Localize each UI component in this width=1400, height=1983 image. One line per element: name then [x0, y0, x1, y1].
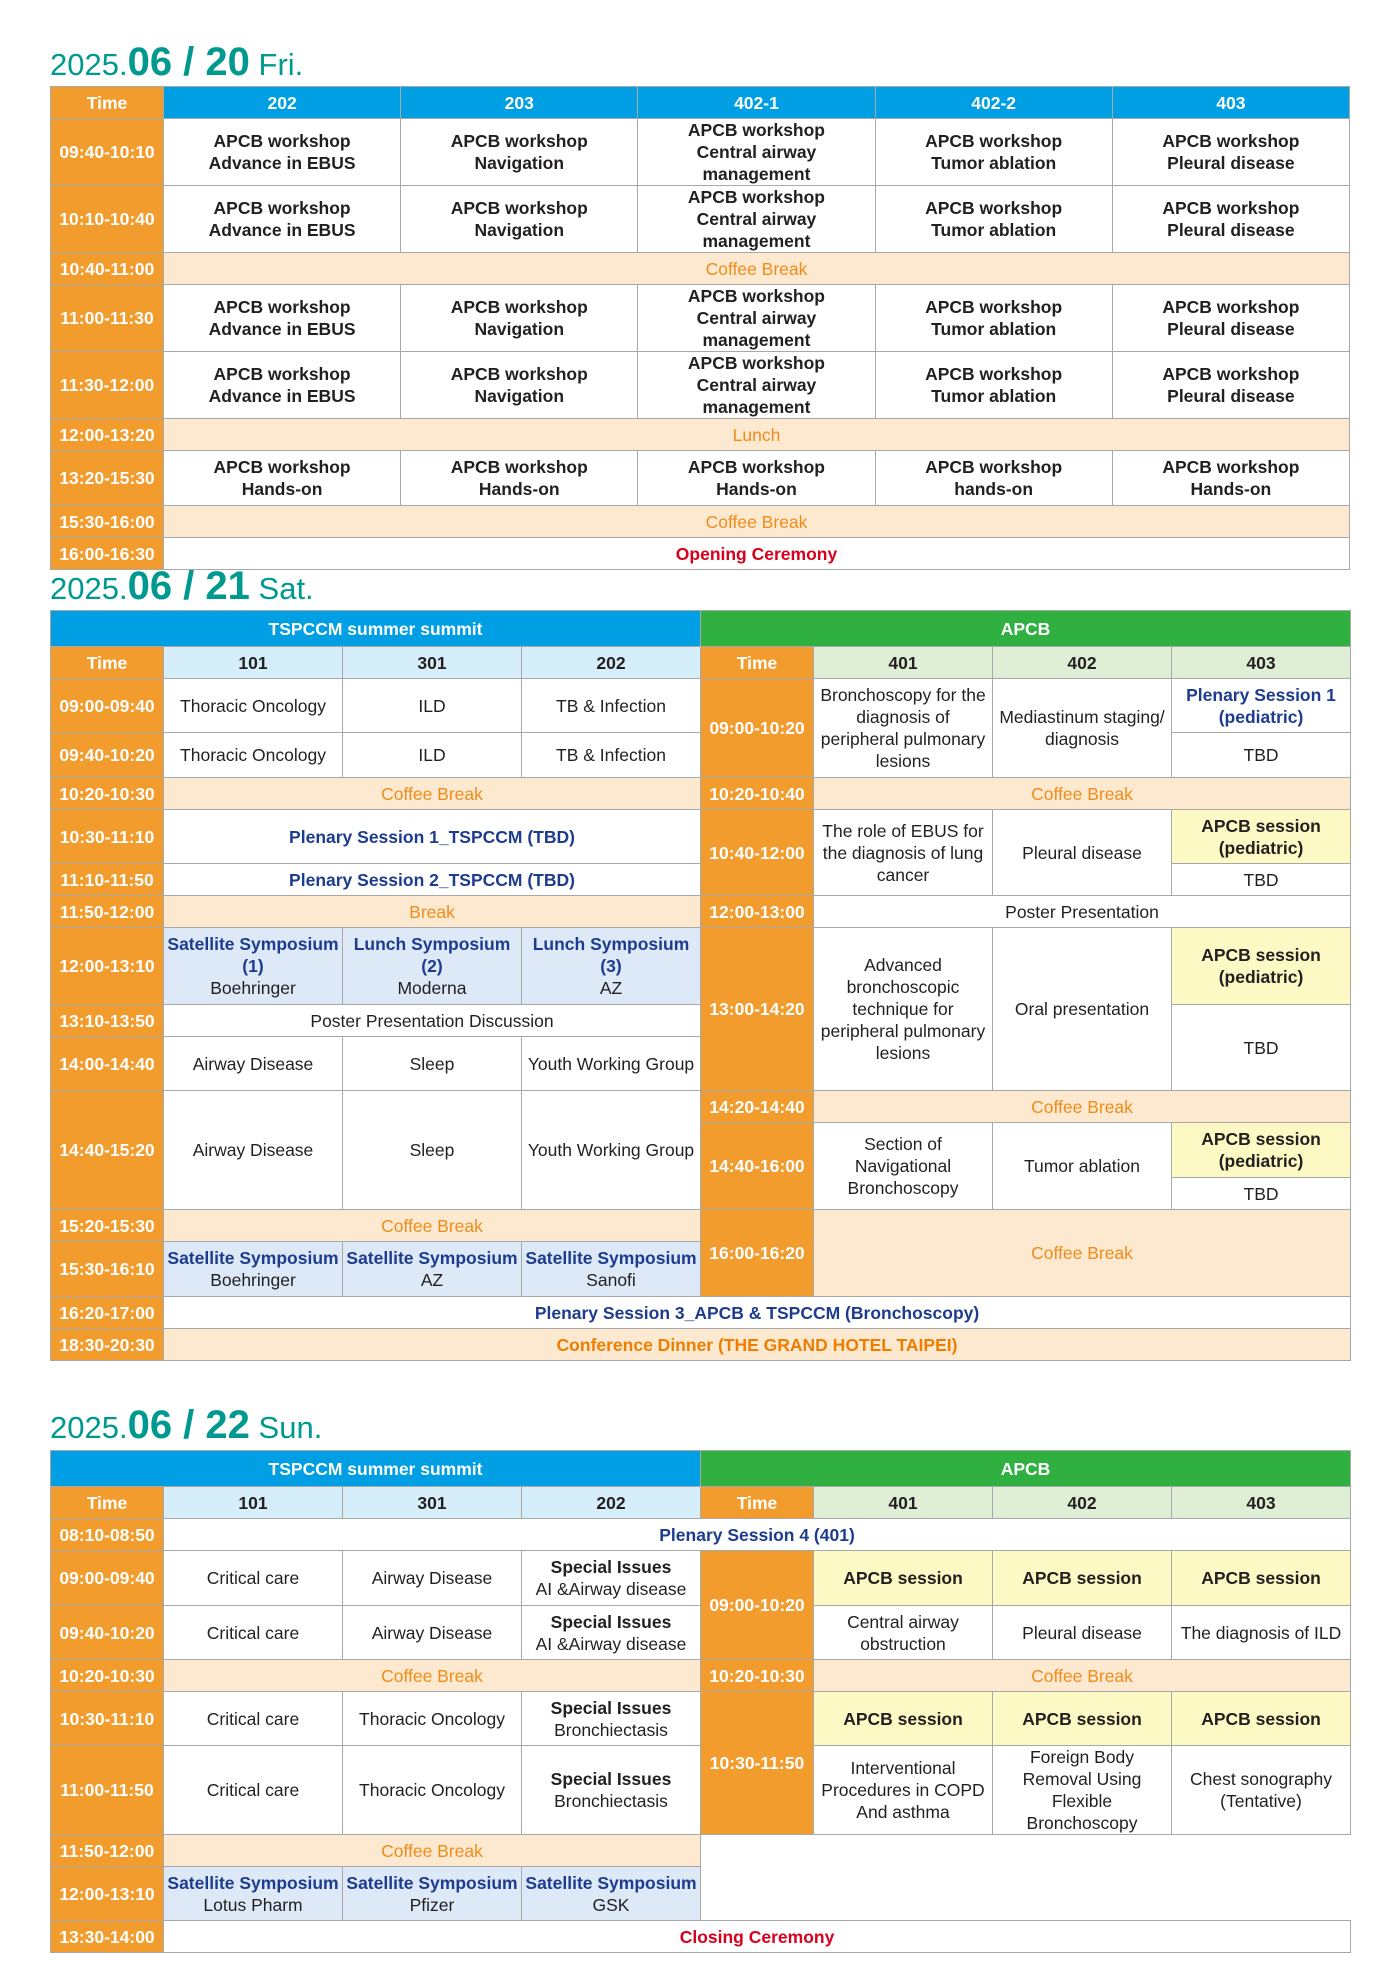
day2-title — [50, 564, 314, 609]
header-time-apcb: Time — [701, 1487, 814, 1519]
table-row — [51, 1660, 1351, 1692]
time-cell: 12:00-13:20 — [51, 419, 164, 451]
session-cell: Youth Working Group — [522, 1091, 701, 1210]
session-cell: TBD — [1172, 1178, 1351, 1210]
session-cell: Special Issues Bronchiectasis — [522, 1692, 701, 1746]
plenary-session-cell: Plenary Session 1_TSPCCM (TBD) — [164, 810, 701, 864]
plenary-session-cell: Plenary Session 1 (pediatric) — [1172, 679, 1351, 733]
workshop-cell: APCB workshop Hands-on — [164, 451, 401, 506]
session-cell: Thoracic Oncology — [343, 1692, 522, 1746]
time-cell: 09:40-10:20 — [51, 1606, 164, 1660]
plenary-session-cell: Plenary Session 4 (401) — [164, 1519, 1351, 1551]
workshop-cell: APCB workshop Pleural disease — [1112, 352, 1349, 419]
session-cell: ILD — [343, 679, 522, 733]
workshop-cell: APCB workshop Central airway management — [638, 285, 875, 352]
time-cell: 11:30-12:00 — [51, 352, 164, 419]
break-cell: Break — [164, 896, 701, 928]
table-row — [51, 352, 1350, 419]
day2-schedule-table — [50, 610, 1351, 1361]
time-cell: 10:20-10:30 — [51, 778, 164, 810]
day3-year: 2025. — [50, 1410, 128, 1445]
table-header-row — [51, 647, 1351, 679]
header-time: Time — [51, 1487, 164, 1519]
time-cell: 13:20-15:30 — [51, 451, 164, 506]
header-room-101: 101 — [164, 1487, 343, 1519]
apcb-session-cell: APCB session (pediatric) — [1172, 928, 1351, 1005]
time-cell: 15:30-16:10 — [51, 1242, 164, 1297]
workshop-cell: APCB workshop Navigation — [401, 186, 638, 253]
session-cell: Airway Disease — [164, 1091, 343, 1210]
workshop-cell: APCB workshop Hands-on — [401, 451, 638, 506]
time-cell: 10:20-10:30 — [51, 1660, 164, 1692]
time-cell: 14:40-16:00 — [701, 1123, 814, 1210]
coffee-break-cell: Coffee Break — [164, 253, 1350, 285]
table-row — [51, 1297, 1351, 1329]
workshop-cell: APCB workshop Hands-on — [1112, 451, 1349, 506]
apcb-session-cell: APCB session — [993, 1551, 1172, 1606]
table-row — [51, 285, 1350, 352]
time-cell: 14:20-14:40 — [701, 1091, 814, 1123]
time-cell: 10:30-11:10 — [51, 810, 164, 864]
day1-schedule-table — [50, 86, 1350, 570]
time-cell: 13:30-14:00 — [51, 1921, 164, 1953]
symposium-cell: Lunch Symposium (2) Moderna — [343, 928, 522, 1005]
time-cell: 12:00-13:10 — [51, 928, 164, 1005]
header-room-402-2: 402-2 — [875, 87, 1112, 119]
workshop-cell: APCB workshop Hands-on — [638, 451, 875, 506]
session-cell: Special Issues AI &Airway disease — [522, 1606, 701, 1660]
session-cell: TB & Infection — [522, 733, 701, 778]
session-cell: Critical care — [164, 1692, 343, 1746]
apcb-session-cell: APCB session (pediatric) — [1172, 810, 1351, 864]
header-room-403: 403 — [1112, 87, 1349, 119]
symposium-cell: Satellite Symposium (1) Boehringer — [164, 928, 343, 1005]
time-cell: 10:40-12:00 — [701, 810, 814, 896]
apcb-session-cell: APCB session — [1172, 1692, 1351, 1746]
header-room-203: 203 — [401, 87, 638, 119]
session-cell: Tumor ablation — [993, 1123, 1172, 1210]
session-cell: Critical care — [164, 1606, 343, 1660]
time-cell: 18:30-20:30 — [51, 1329, 164, 1361]
session-cell: The diagnosis of ILD — [1172, 1606, 1351, 1660]
table-row — [51, 1835, 1351, 1867]
apcb-session-cell: APCB session (pediatric) — [1172, 1123, 1351, 1178]
coffee-break-cell: Coffee Break — [814, 1660, 1351, 1692]
symposium-cell: Satellite Symposium Lotus Pharm — [164, 1867, 343, 1921]
coffee-break-cell: Coffee Break — [164, 506, 1350, 538]
session-cell: Thoracic Oncology — [164, 679, 343, 733]
symposium-cell: Lunch Symposium (3) AZ — [522, 928, 701, 1005]
header-time-apcb: Time — [701, 647, 814, 679]
session-cell: Advanced bronchoscopic technique for peripheral pulmonary lesions — [814, 928, 993, 1091]
header-time: Time — [51, 87, 164, 119]
table-row — [51, 928, 1351, 1005]
day3-schedule-table — [50, 1450, 1351, 1953]
time-cell: 10:40-11:00 — [51, 253, 164, 285]
time-cell: 14:40-15:20 — [51, 1091, 164, 1210]
workshop-cell: APCB workshop Tumor ablation — [875, 186, 1112, 253]
symposium-cell: Satellite Symposium Pfizer — [343, 1867, 522, 1921]
time-cell: 09:00-09:40 — [51, 1551, 164, 1606]
time-cell: 11:00-11:30 — [51, 285, 164, 352]
time-cell: 16:20-17:00 — [51, 1297, 164, 1329]
opening-ceremony-cell: Opening Ceremony — [164, 538, 1350, 570]
session-cell: Bronchoscopy for the diagnosis of peripheral pulmonary lesions — [814, 679, 993, 778]
workshop-cell: APCB workshop Advance in EBUS — [164, 186, 401, 253]
workshop-cell: APCB workshop Navigation — [401, 352, 638, 419]
table-row — [51, 1519, 1351, 1551]
coffee-break-cell: Coffee Break — [164, 1660, 701, 1692]
table-row — [51, 1921, 1351, 1953]
session-cell: TBD — [1172, 1005, 1351, 1091]
apcb-session-cell: APCB session — [814, 1692, 993, 1746]
time-cell: 09:40-10:20 — [51, 733, 164, 778]
session-cell: Thoracic Oncology — [343, 1746, 522, 1835]
symposium-cell: Satellite Symposium AZ — [343, 1242, 522, 1297]
symposium-cell: Satellite Symposium GSK — [522, 1867, 701, 1921]
band-row — [51, 1451, 1351, 1487]
header-room-401: 401 — [814, 1487, 993, 1519]
plenary-session-cell: Plenary Session 2_TSPCCM (TBD) — [164, 864, 701, 896]
apcb-session-cell: APCB session — [814, 1551, 993, 1606]
session-cell: Foreign Body Removal Using Flexible Bronchoscopy — [993, 1746, 1172, 1835]
table-row — [51, 1551, 1351, 1606]
lunch-cell: Lunch — [164, 419, 1350, 451]
day1-monthday: 06 / 20 — [127, 40, 250, 84]
session-cell: Special Issues Bronchiectasis — [522, 1746, 701, 1835]
table-row — [51, 810, 1351, 864]
session-cell: Oral presentation — [993, 928, 1172, 1091]
workshop-cell: APCB workshop Advance in EBUS — [164, 119, 401, 186]
time-cell: 09:00-09:40 — [51, 679, 164, 733]
session-cell: TBD — [1172, 733, 1351, 778]
time-cell: 13:00-14:20 — [701, 928, 814, 1091]
header-room-403: 403 — [1172, 647, 1351, 679]
time-cell: 11:50-12:00 — [51, 1835, 164, 1867]
workshop-cell: APCB workshop hands-on — [875, 451, 1112, 506]
band-row — [51, 611, 1351, 647]
workshop-cell: APCB workshop Tumor ablation — [875, 352, 1112, 419]
session-cell: Special Issues AI &Airway disease — [522, 1551, 701, 1606]
time-cell: 08:10-08:50 — [51, 1519, 164, 1551]
session-cell: Chest sonography (Tentative) — [1172, 1746, 1351, 1835]
workshop-cell: APCB workshop Navigation — [401, 119, 638, 186]
session-cell: Thoracic Oncology — [164, 733, 343, 778]
coffee-break-cell: Coffee Break — [814, 1091, 1351, 1123]
table-row — [51, 1692, 1351, 1746]
session-cell: Airway Disease — [343, 1551, 522, 1606]
apcb-session-cell: APCB session — [1172, 1551, 1351, 1606]
time-cell: 09:00-10:20 — [701, 1551, 814, 1660]
time-cell: 10:30-11:50 — [701, 1692, 814, 1835]
table-header-row — [51, 1487, 1351, 1519]
session-cell: TB & Infection — [522, 679, 701, 733]
header-room-101: 101 — [164, 647, 343, 679]
day3-title — [50, 1403, 322, 1448]
conference-dinner-cell: Conference Dinner (THE GRAND HOTEL TAIPEI) — [164, 1329, 1351, 1361]
workshop-cell: APCB workshop Advance in EBUS — [164, 352, 401, 419]
day3-monthday: 06 / 22 — [127, 1403, 250, 1447]
tspccm-band: TSPCCM summer summit — [51, 1451, 701, 1487]
header-time: Time — [51, 647, 164, 679]
session-cell: Sleep — [343, 1037, 522, 1091]
table-row — [51, 679, 1351, 733]
day3-weekday: Sun. — [258, 1410, 323, 1445]
workshop-cell: APCB workshop Pleural disease — [1112, 119, 1349, 186]
header-room-202: 202 — [522, 1487, 701, 1519]
time-cell: 15:30-16:00 — [51, 506, 164, 538]
table-row — [51, 253, 1350, 285]
time-cell: 16:00-16:30 — [51, 538, 164, 570]
workshop-cell: APCB workshop Central airway management — [638, 186, 875, 253]
poster-presentation-cell: Poster Presentation — [814, 896, 1351, 928]
header-room-202: 202 — [522, 647, 701, 679]
workshop-cell: APCB workshop Central airway management — [638, 119, 875, 186]
table-header-row — [51, 87, 1350, 119]
workshop-cell: APCB workshop Pleural disease — [1112, 186, 1349, 253]
symposium-cell: Satellite Symposium Boehringer — [164, 1242, 343, 1297]
header-room-301: 301 — [343, 647, 522, 679]
session-cell: Section of Navigational Bronchoscopy — [814, 1123, 993, 1210]
time-cell: 10:20-10:40 — [701, 778, 814, 810]
coffee-break-cell: Coffee Break — [814, 1210, 1351, 1297]
day1-weekday: Fri. — [258, 47, 304, 82]
table-row — [51, 1210, 1351, 1242]
workshop-cell: APCB workshop Advance in EBUS — [164, 285, 401, 352]
plenary-session-cell: Plenary Session 3_APCB & TSPCCM (Bronchoscopy) — [164, 1297, 1351, 1329]
apcb-band: APCB — [701, 611, 1351, 647]
time-cell: 12:00-13:00 — [701, 896, 814, 928]
time-cell: 11:10-11:50 — [51, 864, 164, 896]
header-room-402: 402 — [993, 647, 1172, 679]
workshop-cell: APCB workshop Navigation — [401, 285, 638, 352]
workshop-cell: APCB workshop Tumor ablation — [875, 119, 1112, 186]
session-cell: Mediastinum staging/ diagnosis — [993, 679, 1172, 778]
time-cell: 11:50-12:00 — [51, 896, 164, 928]
header-room-403: 403 — [1172, 1487, 1351, 1519]
symposium-cell: Satellite Symposium Sanofi — [522, 1242, 701, 1297]
day2-monthday: 06 / 21 — [127, 564, 250, 608]
session-cell: Pleural disease — [993, 1606, 1172, 1660]
apcb-band: APCB — [701, 1451, 1351, 1487]
coffee-break-cell: Coffee Break — [164, 1835, 701, 1867]
header-room-402-1: 402-1 — [638, 87, 875, 119]
table-row — [51, 1329, 1351, 1361]
closing-ceremony-cell: Closing Ceremony — [164, 1921, 1351, 1953]
table-row — [51, 896, 1351, 928]
session-cell: TBD — [1172, 864, 1351, 896]
time-cell: 13:10-13:50 — [51, 1005, 164, 1037]
table-row — [51, 419, 1350, 451]
time-cell: 09:40-10:10 — [51, 119, 164, 186]
header-room-301: 301 — [343, 1487, 522, 1519]
table-row — [51, 119, 1350, 186]
coffee-break-cell: Coffee Break — [164, 1210, 701, 1242]
session-cell: Critical care — [164, 1746, 343, 1835]
session-cell: Interventional Procedures in COPD And asthma — [814, 1746, 993, 1835]
day1-year: 2025. — [50, 47, 128, 82]
tspccm-band: TSPCCM summer summit — [51, 611, 701, 647]
time-cell: 14:00-14:40 — [51, 1037, 164, 1091]
apcb-session-cell: APCB session — [993, 1692, 1172, 1746]
session-cell: Airway Disease — [343, 1606, 522, 1660]
time-cell: 16:00-16:20 — [701, 1210, 814, 1297]
session-cell: Critical care — [164, 1551, 343, 1606]
session-cell: ILD — [343, 733, 522, 778]
session-cell: Airway Disease — [164, 1037, 343, 1091]
time-cell: 10:20-10:30 — [701, 1660, 814, 1692]
table-row — [51, 778, 1351, 810]
day2-year: 2025. — [50, 571, 128, 606]
session-cell: The role of EBUS for the diagnosis of lung cancer — [814, 810, 993, 896]
session-cell: Central airway obstruction — [814, 1606, 993, 1660]
table-row — [51, 451, 1350, 506]
session-cell: Sleep — [343, 1091, 522, 1210]
coffee-break-cell: Coffee Break — [164, 778, 701, 810]
time-cell: 10:10-10:40 — [51, 186, 164, 253]
table-row — [51, 186, 1350, 253]
session-cell: Youth Working Group — [522, 1037, 701, 1091]
workshop-cell: APCB workshop Tumor ablation — [875, 285, 1112, 352]
session-cell: Pleural disease — [993, 810, 1172, 896]
day2-weekday: Sat. — [258, 571, 314, 606]
day1-title — [50, 40, 303, 85]
poster-discussion-cell: Poster Presentation Discussion — [164, 1005, 701, 1037]
time-cell: 11:00-11:50 — [51, 1746, 164, 1835]
header-room-401: 401 — [814, 647, 993, 679]
table-row — [51, 506, 1350, 538]
coffee-break-cell: Coffee Break — [814, 778, 1351, 810]
time-cell: 10:30-11:10 — [51, 1692, 164, 1746]
workshop-cell: APCB workshop Central airway management — [638, 352, 875, 419]
time-cell: 09:00-10:20 — [701, 679, 814, 778]
header-room-402: 402 — [993, 1487, 1172, 1519]
time-cell: 15:20-15:30 — [51, 1210, 164, 1242]
table-row — [51, 1091, 1351, 1123]
time-cell: 12:00-13:10 — [51, 1867, 164, 1921]
header-room-202: 202 — [164, 87, 401, 119]
workshop-cell: APCB workshop Pleural disease — [1112, 285, 1349, 352]
empty-area — [701, 1835, 1351, 1921]
